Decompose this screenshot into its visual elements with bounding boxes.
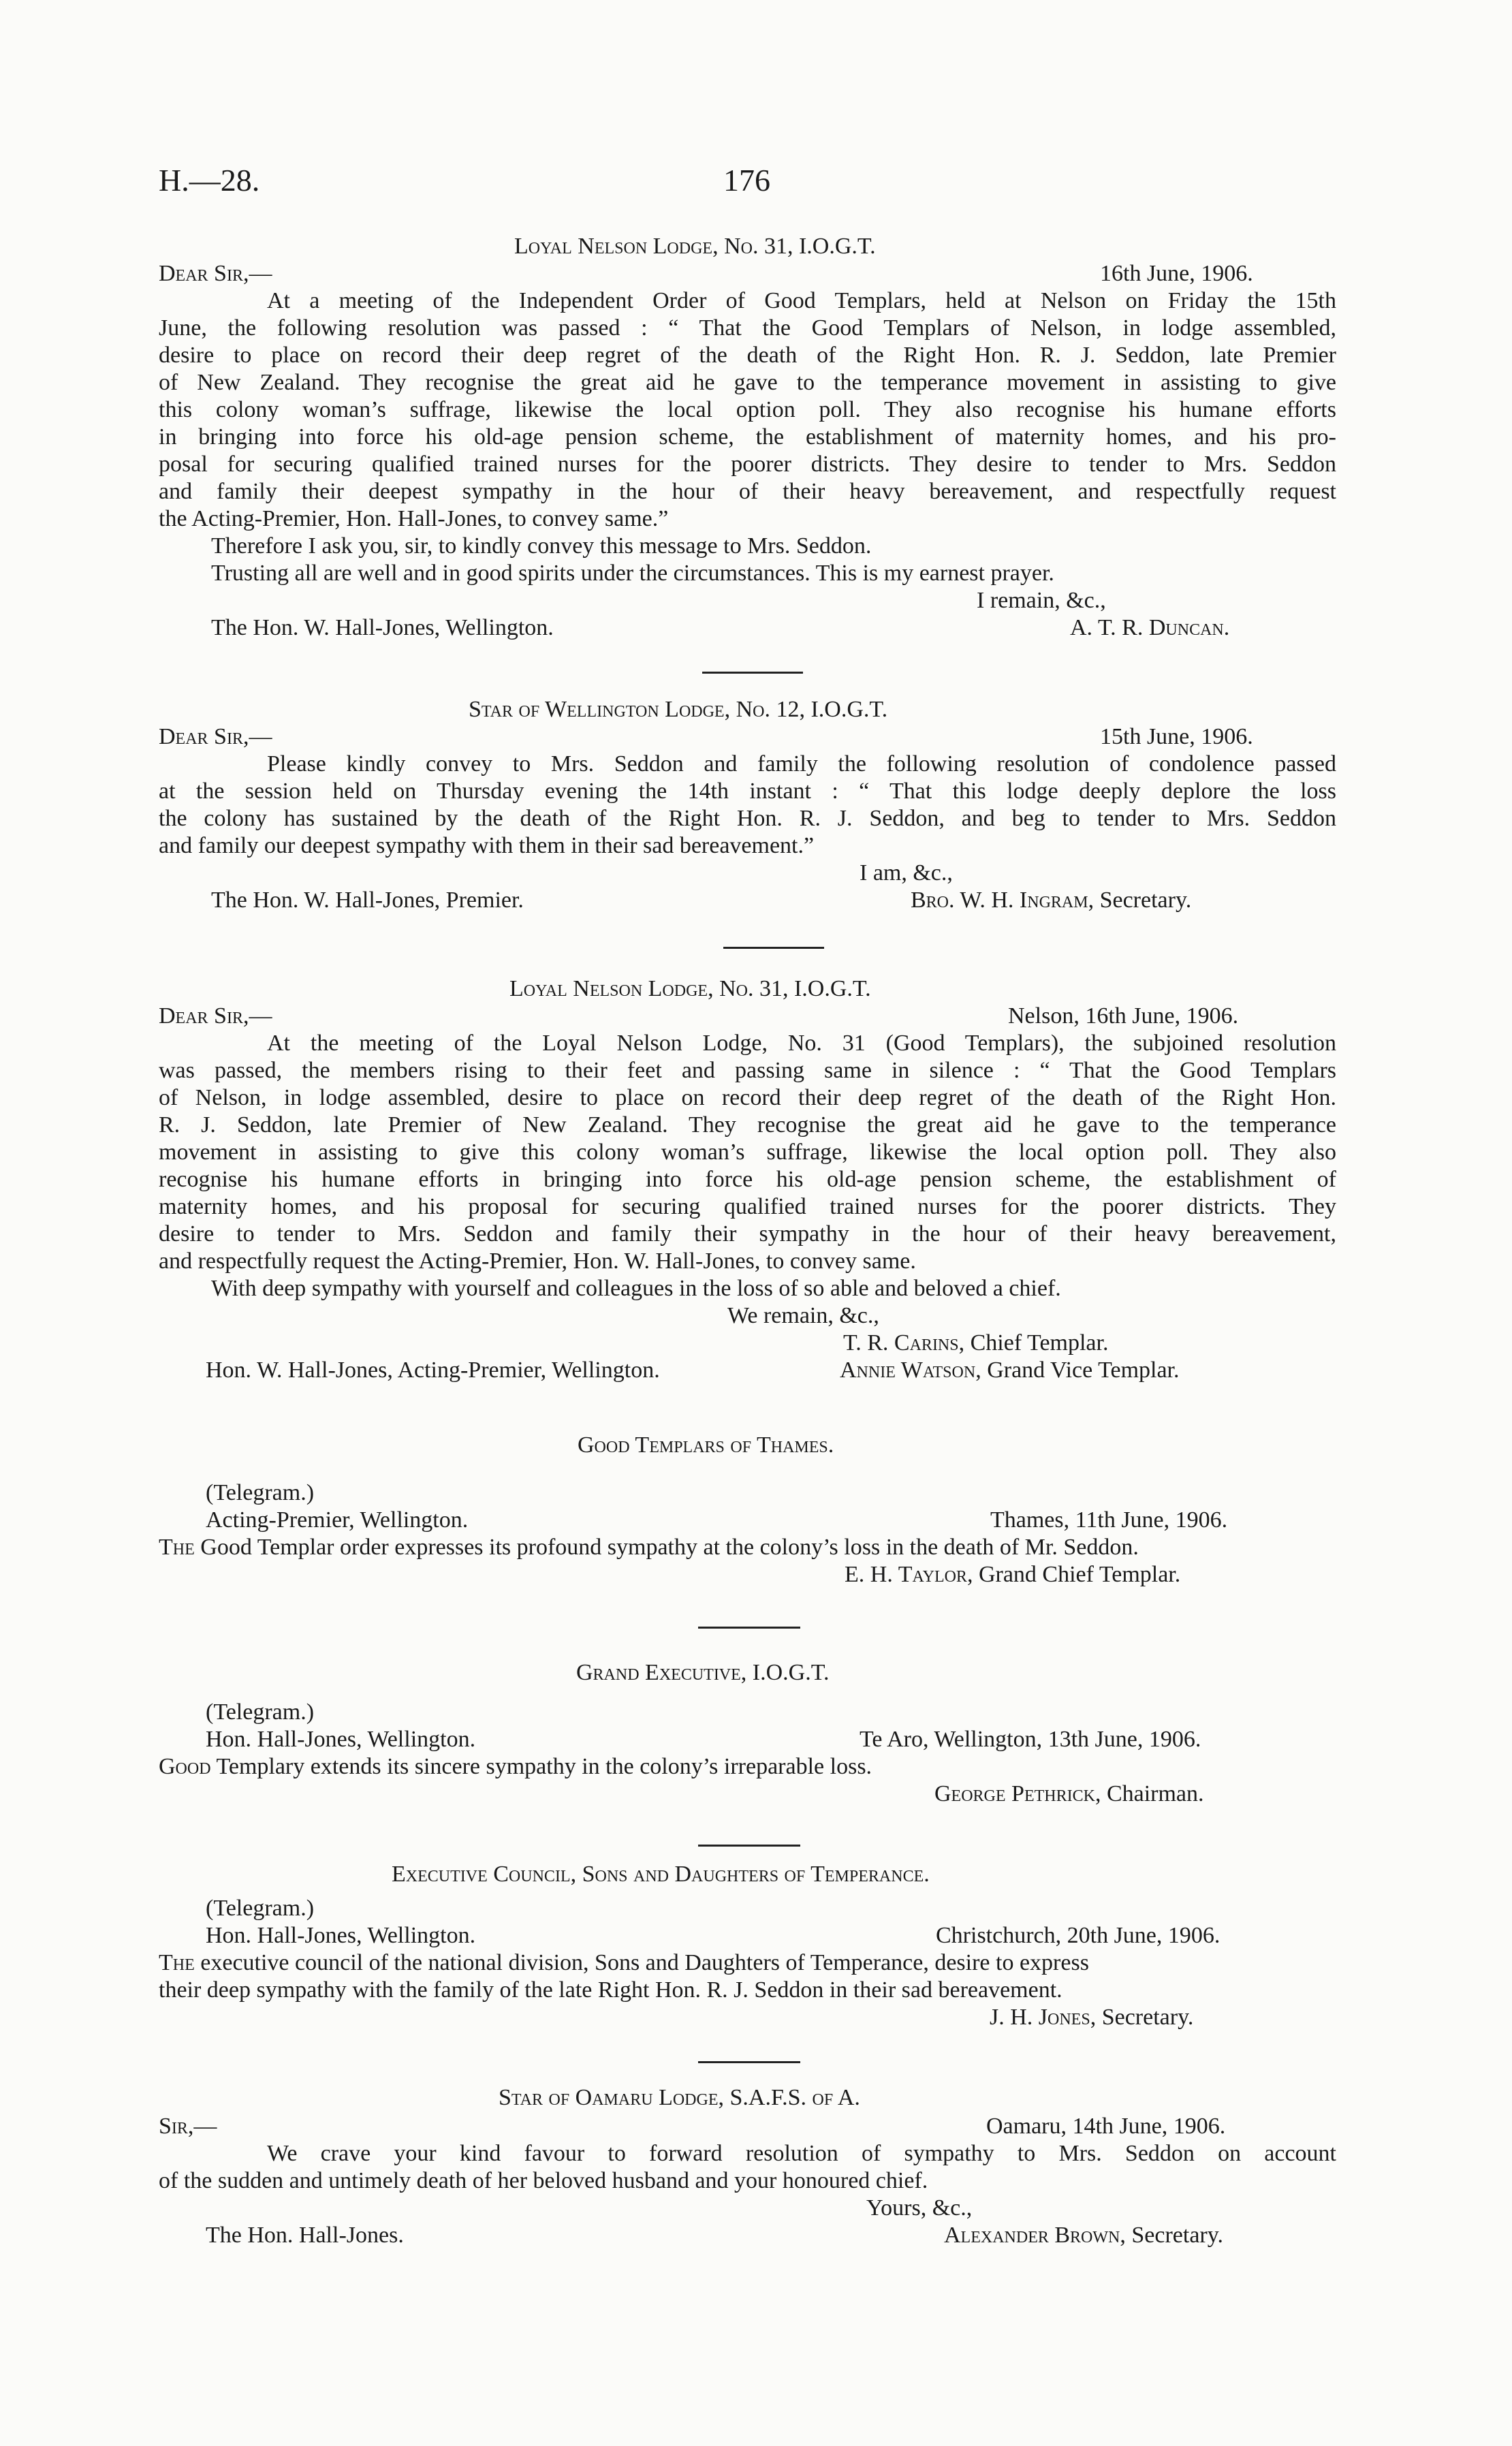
telegram-3-signature-role: Secretary. — [1101, 2005, 1194, 2030]
telegram-2-kind: (Telegram.) — [206, 1699, 315, 1725]
section-divider — [698, 1627, 800, 1629]
letter-3-body-line: of Nelson, in lodge assembled, desire to place on record their deep regret of the death of the Right Hon. — [159, 1085, 1336, 1110]
page-number: 176 — [723, 163, 770, 198]
letter-7-addressee: The Hon. Hall-Jones. — [206, 2223, 404, 2248]
letter-3-signature-2-name: Annie Watson, — [840, 1358, 981, 1383]
letter-3-body-line: At the meeting of the Loyal Nelson Lodge, No. 31 (Good Templars), the subjoined resolution — [267, 1031, 1336, 1056]
letter-3-signature-1-role: Chief Templar. — [970, 1330, 1109, 1355]
telegram-3-title: Executive Council, Sons and Daughters of Temperance. — [392, 1862, 930, 1887]
letter-3-body-line: maternity homes, and his proposal for securing qualified trained nurses for the poorer districts. They — [159, 1194, 1336, 1219]
letter-2-date: 15th June, 1906. — [1100, 724, 1253, 749]
telegram-3-body-line — [159, 1949, 1089, 1977]
telegram-2-signature-name: George Pethrick, — [934, 1781, 1101, 1806]
letter-3-body-line: movement in assisting to give this colony woman’s suffrage, likewise the local option poll. They also — [159, 1140, 1336, 1165]
letter-3-signature-1 — [843, 1330, 1108, 1357]
telegram-1-kind: (Telegram.) — [206, 1480, 315, 1505]
letter-7-signature-role: Secretary. — [1131, 2223, 1224, 2248]
letter-1-body-line: this colony woman’s suffrage, likewise the local option poll. They also recognise his humane efforts — [159, 397, 1336, 422]
section-divider — [723, 947, 824, 949]
telegram-1-first-word: The — [159, 1535, 195, 1560]
letter-1-body-line: and family their deepest sympathy in the hour of their heavy bereavement, and respectfully request — [159, 479, 1336, 504]
letter-1-date: 16th June, 1906. — [1100, 261, 1253, 286]
letter-7-body-line: We crave your kind favour to forward resolution of sympathy to Mrs. Seddon on account — [267, 2141, 1336, 2166]
telegram-2-date: Te Aro, Wellington, 13th June, 1906. — [860, 1727, 1201, 1752]
telegram-2-to: Hon. Hall-Jones, Wellington. — [206, 1727, 476, 1752]
telegram-2-body-text: Templary extends its sincere sympathy in the colony’s irreparable loss. — [216, 1754, 872, 1779]
letter-1-body-line: of New Zealand. They recognise the great aid he gave to the temperance movement in assisting to give — [159, 370, 1336, 395]
letter-7-date: Oamaru, 14th June, 1906. — [986, 2114, 1226, 2139]
letter-3-body-line: recognise his humane efforts in bringing into force his old-age pension scheme, the establishment of — [159, 1167, 1336, 1192]
section-divider — [698, 1845, 800, 1847]
letter-3-addressee: Hon. W. Hall-Jones, Acting-Premier, Wellington. — [206, 1358, 660, 1383]
letter-1-salutation: Dear Sir,— — [159, 261, 272, 286]
telegram-2-first-word: Good — [159, 1754, 211, 1779]
telegram-1-body-text: Good Templar order expresses its profound sympathy at the colony’s loss in the death of Mr. Seddon. — [200, 1535, 1139, 1560]
telegram-3-kind: (Telegram.) — [206, 1896, 315, 1921]
letter-3-body-line: was passed, the members rising to their feet and passing same in silence : “ That the Good Templars — [159, 1058, 1336, 1083]
telegram-2-signature — [934, 1781, 1204, 1808]
letter-3-body-line: desire to tender to Mrs. Seddon and family their sympathy in the hour of their heavy bereavement, — [159, 1221, 1336, 1246]
letter-3-body-line: and respectfully request the Acting-Premier, Hon. W. Hall-Jones, to convey same. — [159, 1249, 916, 1274]
letter-1-addressee: The Hon. W. Hall-Jones, Wellington. — [211, 615, 554, 640]
letter-1-body-line: June, the following resolution was passed : “ That the Good Templars of Nelson, in lodge assembled, — [159, 315, 1336, 341]
page-reference: H.—28. — [159, 163, 260, 198]
letter-2-signature-role: Secretary. — [1099, 888, 1192, 913]
letter-3-signature-2 — [840, 1357, 1180, 1384]
letter-1-body-line: the Acting-Premier, Hon. Hall-Jones, to convey same.” — [159, 506, 669, 531]
telegram-3-first-word: The — [159, 1950, 195, 1975]
letter-1-signature: A. T. R. Duncan. — [1070, 615, 1230, 640]
telegram-2-body — [159, 1753, 872, 1781]
telegram-2-signature-role: Chairman. — [1106, 1781, 1204, 1806]
telegram-3-body-line: their deep sympathy with the family of the late Right Hon. R. J. Seddon in their sad bereavement. — [159, 1977, 1062, 2003]
letter-1-title: Loyal Nelson Lodge, No. 31, I.O.G.T. — [514, 234, 876, 259]
letter-3-closing: We remain, &c., — [727, 1303, 879, 1328]
telegram-3-signature-name: J. H. Jones, — [990, 2005, 1097, 2030]
letter-7-signature-name: Alexander Brown, — [944, 2223, 1126, 2248]
letter-3-extra: With deep sympathy with yourself and colleagues in the loss of so able and beloved a chief. — [211, 1276, 1061, 1301]
letter-1-body-line: At a meeting of the Independent Order of Good Templars, held at Nelson on Friday the 15th — [267, 288, 1336, 313]
letter-2-body-line: and family our deepest sympathy with them in their sad bereavement.” — [159, 833, 815, 858]
letter-1-extra-line: Therefore I ask you, sir, to kindly convey this message to Mrs. Seddon. — [211, 533, 872, 559]
telegram-3-to: Hon. Hall-Jones, Wellington. — [206, 1923, 476, 1948]
telegram-1-date: Thames, 11th June, 1906. — [990, 1507, 1228, 1533]
letter-1-body-line: posal for securing qualified trained nurses for the poorer districts. They desire to tender to Mrs. Seddon — [159, 452, 1336, 477]
section-divider — [702, 672, 803, 674]
letter-2-closing: I am, &c., — [860, 860, 953, 885]
section-divider — [698, 2061, 800, 2063]
letter-2-signature-name: Bro. W. H. Ingram, — [911, 888, 1094, 913]
letter-1-body-line: in bringing into force his old-age pension scheme, the establishment of maternity homes, and his pro- — [159, 424, 1336, 450]
letter-7-closing: Yours, &c., — [866, 2195, 973, 2221]
letter-1-body-line: desire to place on record their deep regret of the death of the Right Hon. R. J. Seddon, late Premier — [159, 343, 1336, 368]
letter-2-title: Star of Wellington Lodge, No. 12, I.O.G.T. — [469, 697, 888, 722]
letter-3-date: Nelson, 16th June, 1906. — [1008, 1003, 1239, 1029]
letter-7-title: Star of Oamaru Lodge, S.A.F.S. of A. — [499, 2085, 860, 2110]
letter-3-signature-2-role: Grand Vice Templar. — [987, 1358, 1180, 1383]
telegram-1-signature-role: Grand Chief Templar. — [978, 1562, 1181, 1587]
letter-7-body-line: of the sudden and untimely death of her beloved husband and your honoured chief. — [159, 2168, 928, 2193]
telegram-3-date: Christchurch, 20th June, 1906. — [936, 1923, 1220, 1948]
telegram-1-title: Good Templars of Thames. — [578, 1432, 834, 1458]
letter-7-salutation: Sir,— — [159, 2114, 217, 2139]
letter-3-body-line: R. J. Seddon, late Premier of New Zealand. They recognise the great aid he gave to the temperance — [159, 1112, 1336, 1138]
letter-2-body-line: Please kindly convey to Mrs. Seddon and family the following resolution of condolence passed — [267, 751, 1336, 777]
letter-2-body-line: the colony has sustained by the death of the Right Hon. R. J. Seddon, and beg to tender to Mrs. Seddon — [159, 806, 1336, 831]
telegram-1-signature — [845, 1561, 1180, 1588]
letter-3-signature-1-name: T. R. Carins, — [843, 1330, 965, 1355]
letter-2-addressee: The Hon. W. Hall-Jones, Premier. — [211, 888, 524, 913]
letter-2-body-line: at the session held on Thursday evening the 14th instant : “ That this lodge deeply deplore the loss — [159, 779, 1336, 804]
letter-2-signature — [911, 887, 1191, 914]
letter-7-signature — [944, 2222, 1223, 2249]
telegram-3-signature — [990, 2004, 1193, 2031]
letter-1-extra-line: Trusting all are well and in good spirits under the circumstances. This is my earnest prayer. — [211, 561, 1054, 586]
letter-1-closing: I remain, &c., — [977, 588, 1106, 613]
letter-3-title: Loyal Nelson Lodge, No. 31, I.O.G.T. — [509, 976, 871, 1001]
telegram-1-signature-name: E. H. Taylor, — [845, 1562, 973, 1587]
letter-2-salutation: Dear Sir,— — [159, 724, 272, 749]
letter-3-salutation: Dear Sir,— — [159, 1003, 272, 1029]
telegram-1-to: Acting-Premier, Wellington. — [206, 1507, 469, 1533]
telegram-2-title: Grand Executive, I.O.G.T. — [576, 1660, 830, 1685]
telegram-3-body-text: executive council of the national division, Sons and Daughters of Temperance, desire to express — [200, 1950, 1089, 1975]
telegram-1-body — [159, 1534, 1139, 1561]
